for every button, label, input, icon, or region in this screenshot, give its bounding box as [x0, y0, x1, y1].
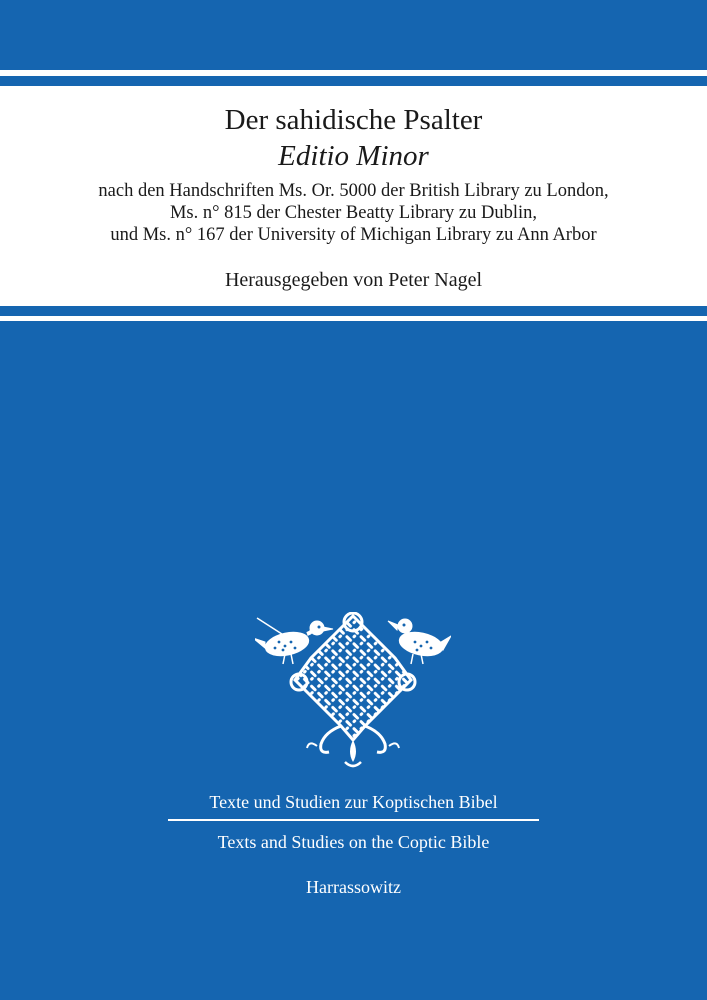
manuscript-sources — [0, 180, 707, 246]
coptic-knot-with-birds-icon — [255, 612, 451, 772]
interlace-knot-icon — [291, 613, 415, 766]
source-line: nach den Handschriften Ms. Or. 5000 der British Library zu London, — [98, 181, 609, 201]
series-title-german: Texte und Studien zur Koptischen Bibel — [209, 792, 498, 812]
title-panel — [0, 86, 707, 306]
publisher-name: Harrassowitz — [306, 877, 401, 897]
series-divider — [168, 819, 539, 821]
book-title: Der sahidische Psalter — [224, 104, 483, 136]
bottom-stripe — [0, 316, 707, 321]
series-title-english: Texts and Studies on the Coptic Bible — [217, 832, 490, 852]
editor-credit: Herausgegeben von Peter Nagel — [224, 269, 483, 291]
source-line: Ms. n° 815 der Chester Beatty Library zu Dublin, — [169, 203, 538, 223]
right-bird-icon — [388, 619, 451, 664]
top-stripe — [0, 70, 707, 76]
book-subtitle: Editio Minor — [278, 140, 429, 172]
source-line: und Ms. n° 167 der University of Michigan Library zu Ann Arbor — [110, 225, 597, 245]
